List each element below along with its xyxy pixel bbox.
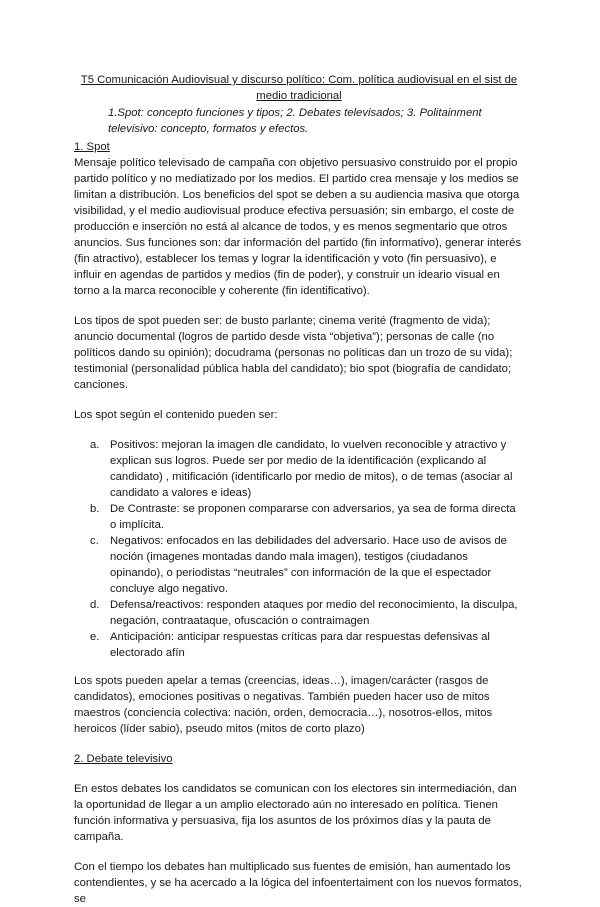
list-marker: e. xyxy=(90,631,100,643)
spot-content-list xyxy=(74,437,524,661)
list-marker: a. xyxy=(90,439,100,451)
section-heading-debate: 2. Debate televisivo xyxy=(74,753,173,765)
paragraph-spot-definition: Mensaje político televisado de campaña con objetivo persuasivo construido por el propio partido político y no mediatizado por los medios. El partido crea mensaje y los medios se limitan a distribución. Los beneficios del spot se deben a su audiencia masiva que otorga visibilidad, y el medio audiovisual produce efectiva persuasión; sin embargo, el coste de producción e inserción no está al alcance de todos, y es menos segmentario que otros anuncios. Sus funciones son: dar información del partido (fin informativo), generar interés (fin atractivo), establecer los temas y lograr la identificación y voto (fin persuasivo), e influir en agendas de partidos y medios (fin de poder), y construir un ideario visual en torno a la marca reconocible y coherente (fin identificativo). xyxy=(74,157,522,297)
list-item-text: Positivos: mejoran la imagen dle candidato, lo vuelven reconocible y atractivo y explican sus logros. Puede ser por medio de la identificación (explicando al candidato) , mitificación (identificarlo por medio de mitos), o de temas (asociar al candidato a valores e ideas) xyxy=(110,439,513,499)
list-item-text: Negativos: enfocados en las debilidades del adversario. Hace uso de avisos de noción (imagenes montadas dando mala imagen), testigos (ciudadanos opinando), o periodistas “neutrales” con información de la que el espectador concluye algo negativo. xyxy=(110,535,507,595)
list-marker: d. xyxy=(90,599,100,611)
list-item xyxy=(90,597,524,629)
paragraph-spot-content-intro: Los spot según el contenido pueden ser: xyxy=(74,409,278,421)
document-title: T5 Comunicación Audiovisual y discurso político: Com. política audiovisual en el sist de medio tradicional xyxy=(80,74,518,102)
list-item xyxy=(90,533,524,597)
paragraph-spot-types: Los tipos de spot pueden ser: de busto parlante; cinema verité (fragmento de vida); anuncio documental (logros de partido desde vista “objetiva”); personas de calle (no políticos dando su opinión); docudrama (personas no políticas dan un trozo de su vida); testimonial (personalidad pública habla del candidato); bio spot (biografía de candidato; canciones. xyxy=(74,315,513,391)
list-item xyxy=(90,629,524,661)
paragraph-debate-evolution: Con el tiempo los debates han multiplicado sus fuentes de emisión, han aumentado los contendientes, y se ha acercado a la lógica del infoentertaiment con los nuevos formatos, se xyxy=(74,861,522,905)
list-item-text: De Contraste: se proponen compararse con adversarios, ya sea de forma directa o implícita. xyxy=(110,503,516,531)
list-item-text: Anticipación: anticipar respuestas críticas para dar respuestas defensivas al electorado afín xyxy=(110,631,490,659)
paragraph-debate-definition: En estos debates los candidatos se comunican con los electores sin intermediación, dan la oportunidad de llegar a un amplio electorado aún no interesado en política. Tienen función informativa y persuasiva, fija los asuntos de los próximos días y la pauta de campaña. xyxy=(74,783,517,843)
section-heading-spot: 1. Spot xyxy=(74,141,110,153)
paragraph-spot-appeals: Los spots pueden apelar a temas (creencias, ideas…), imagen/carácter (rasgos de candidatos), emociones positivas o negativas. También pueden hacer uso de mitos maestros (conciencia colectiva: nación, orden, democracia…), nosotros-ellos, mitos heroicos (líder sabio), pseudo mitos (mitos de corto plazo) xyxy=(74,675,493,735)
list-marker: c. xyxy=(90,535,99,547)
list-marker: b. xyxy=(90,503,100,515)
document-subtitle: 1.Spot: concepto funciones y tipos; 2. Debates televisados; 3. Politainment televisivo: concepto, formatos y efectos. xyxy=(108,107,482,135)
list-item xyxy=(90,501,524,533)
list-item xyxy=(90,437,524,501)
list-item-text: Defensa/reactivos: responden ataques por medio del reconocimiento, la disculpa, negación, contraataque, ofuscación o contraimagen xyxy=(110,599,518,627)
